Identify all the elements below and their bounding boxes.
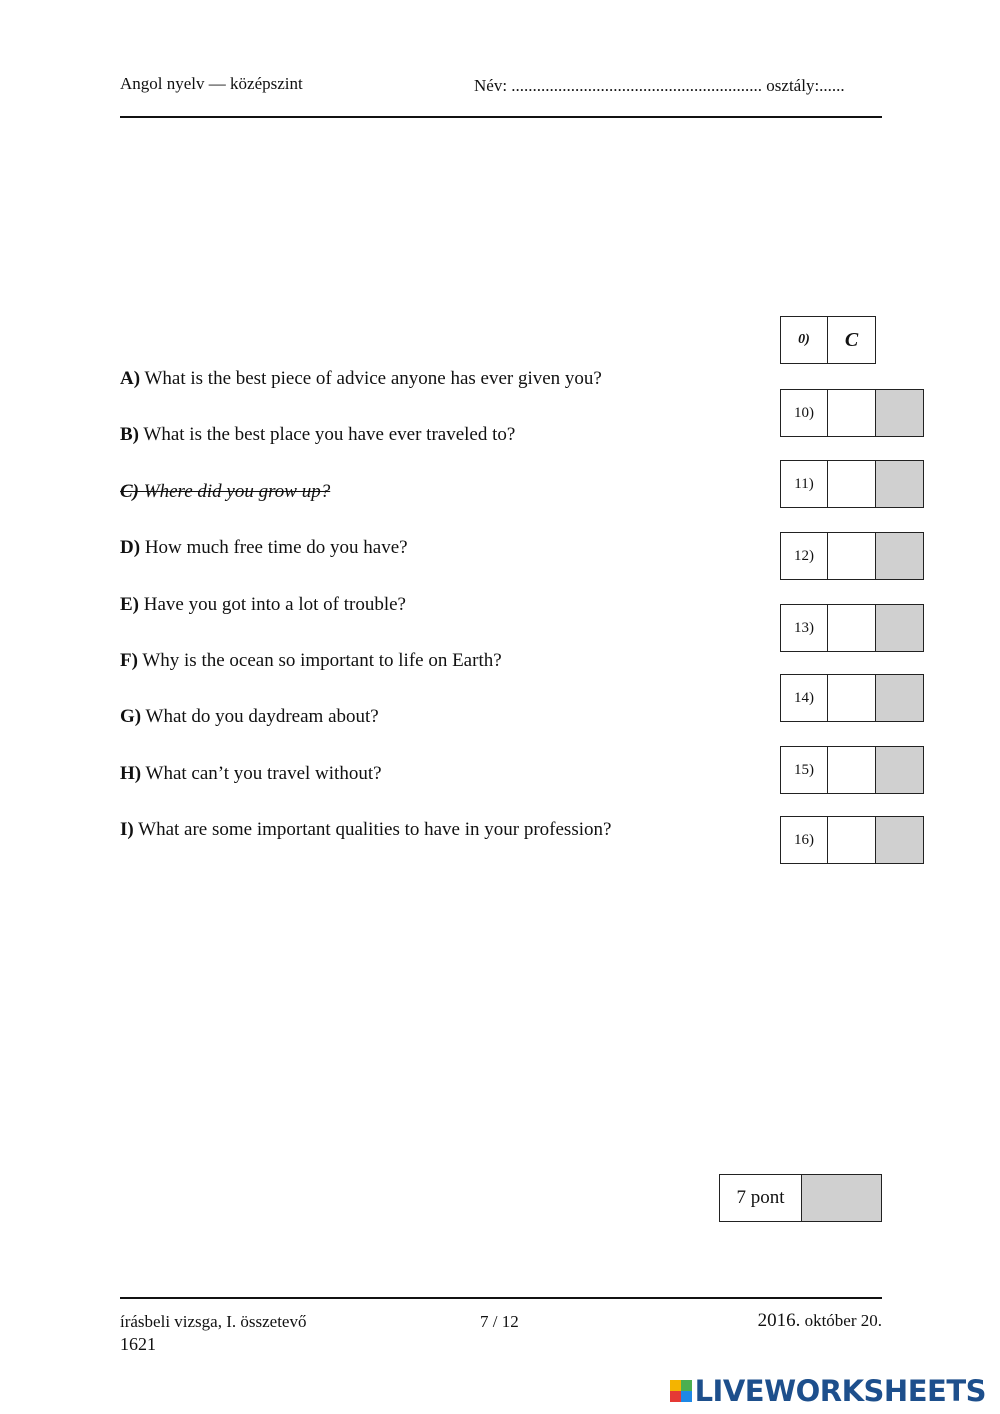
footer-rule bbox=[120, 1297, 882, 1299]
points-score-cell bbox=[802, 1174, 882, 1222]
answer-input[interactable] bbox=[828, 746, 876, 794]
question-letter: B) bbox=[120, 424, 139, 445]
question-text: What do you daydream about? bbox=[141, 706, 379, 727]
answer-number: 15) bbox=[780, 746, 828, 794]
answer-row-16 bbox=[780, 816, 924, 864]
footer-day: október 20. bbox=[800, 1311, 882, 1330]
score-cell bbox=[876, 674, 924, 722]
question-text: Where did you grow up? bbox=[139, 481, 331, 502]
question-letter: A) bbox=[120, 368, 141, 389]
question-e bbox=[120, 594, 406, 616]
question-text: What can’t you travel without? bbox=[141, 763, 382, 784]
question-h bbox=[120, 763, 382, 785]
answer-example-value: C bbox=[828, 316, 876, 364]
question-text: What is the best place you have ever traveled to? bbox=[139, 424, 516, 445]
header-subject: Angol nyelv — középszint bbox=[120, 74, 303, 93]
answer-number: 11) bbox=[780, 460, 828, 508]
score-cell bbox=[876, 816, 924, 864]
answer-row-13 bbox=[780, 604, 924, 652]
score-cell bbox=[876, 532, 924, 580]
question-g bbox=[120, 706, 379, 728]
footer-page-number: 7 / 12 bbox=[480, 1312, 519, 1331]
points-box bbox=[719, 1174, 882, 1222]
score-cell bbox=[876, 460, 924, 508]
answer-input[interactable] bbox=[828, 532, 876, 580]
question-i bbox=[120, 819, 611, 841]
answer-number: 16) bbox=[780, 816, 828, 864]
question-text: How much free time do you have? bbox=[140, 537, 408, 558]
question-d bbox=[120, 537, 408, 559]
footer-date bbox=[758, 1310, 882, 1332]
answer-input[interactable] bbox=[828, 460, 876, 508]
footer-year: 2016. bbox=[757, 1310, 801, 1331]
answer-input[interactable] bbox=[828, 389, 876, 437]
points-label: 7 pont bbox=[719, 1174, 802, 1222]
question-a bbox=[120, 368, 602, 390]
footer-exam-part: írásbeli vizsga, I. összetevő bbox=[120, 1312, 307, 1331]
question-letter: G) bbox=[120, 706, 142, 727]
score-cell bbox=[876, 389, 924, 437]
liveworksheets-watermark bbox=[670, 1374, 986, 1408]
question-f bbox=[120, 650, 502, 672]
question-text: What are some important qualities to have in your profession? bbox=[133, 819, 612, 840]
answer-row-14 bbox=[780, 674, 924, 722]
answer-input[interactable] bbox=[828, 674, 876, 722]
answer-number: 12) bbox=[780, 532, 828, 580]
answer-row-12 bbox=[780, 532, 924, 580]
question-letter: H) bbox=[120, 763, 142, 784]
answer-input[interactable] bbox=[828, 604, 876, 652]
score-cell bbox=[876, 604, 924, 652]
header-rule bbox=[120, 116, 882, 118]
answer-input[interactable] bbox=[828, 816, 876, 864]
answer-number: 10) bbox=[780, 389, 828, 437]
question-c-example bbox=[120, 481, 330, 503]
question-text: Why is the ocean so important to life on Earth? bbox=[137, 650, 502, 671]
footer-code: 1621 bbox=[120, 1334, 156, 1354]
header-name-class-line: Név: ........................................................... osztály:...... bbox=[474, 76, 845, 95]
answer-row-example bbox=[780, 316, 876, 364]
question-letter: E) bbox=[120, 594, 139, 615]
question-letter: C) bbox=[120, 481, 139, 502]
answer-number: 0) bbox=[780, 316, 828, 364]
answer-row-10 bbox=[780, 389, 924, 437]
answer-row-15 bbox=[780, 746, 924, 794]
liveworksheets-logo-icon bbox=[670, 1380, 692, 1402]
watermark-text: LIVEWORKSHEETS bbox=[694, 1374, 986, 1408]
question-b bbox=[120, 424, 515, 446]
question-text: What is the best piece of advice anyone has ever given you? bbox=[140, 368, 602, 389]
question-letter: F) bbox=[120, 650, 138, 671]
score-cell bbox=[876, 746, 924, 794]
answer-number: 14) bbox=[780, 674, 828, 722]
question-letter: D) bbox=[120, 537, 141, 558]
question-letter: I) bbox=[120, 819, 134, 840]
question-text: Have you got into a lot of trouble? bbox=[139, 594, 406, 615]
answer-row-11 bbox=[780, 460, 924, 508]
answer-number: 13) bbox=[780, 604, 828, 652]
